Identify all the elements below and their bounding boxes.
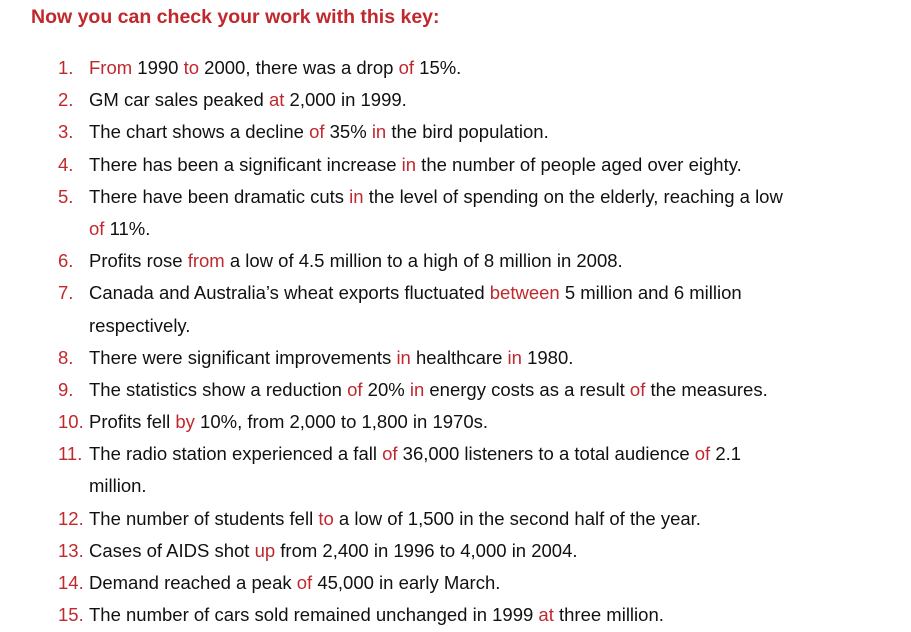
- item-line: [89, 310, 742, 342]
- item-number: 2.: [58, 89, 74, 111]
- answer-item-9: [0, 374, 911, 406]
- item-text: [89, 438, 741, 502]
- sentence-fragment: Profits fell: [89, 411, 176, 433]
- sentence-fragment: The radio station experienced a fall: [89, 443, 383, 465]
- item-text: [89, 116, 549, 148]
- item-number: 5.: [58, 185, 74, 207]
- item-number: 8.: [58, 346, 74, 368]
- item-text: [89, 503, 701, 535]
- item-number: 13.: [58, 539, 84, 561]
- page-heading: Now you can check your work with this key:: [31, 6, 440, 28]
- answer-word: from: [187, 250, 225, 272]
- sentence-fragment: GM car sales peaked: [89, 89, 269, 111]
- sentence-fragment: energy costs as a result: [424, 378, 630, 400]
- sentence-fragment: the number of people aged over eighty.: [416, 153, 742, 175]
- item-number: 4.: [58, 153, 74, 175]
- item-text: [89, 149, 742, 181]
- sentence-fragment: The number of cars sold remained unchanged in 1999: [89, 604, 539, 626]
- item-number: 6.: [58, 250, 74, 272]
- answer-word: at: [268, 89, 285, 111]
- sentence-fragment: 36,000 listeners to a total audience: [397, 443, 695, 465]
- sentence-fragment: 2.1: [710, 443, 742, 465]
- sentence-fragment: the level of spending on the elderly, reaching a low: [363, 185, 783, 207]
- item-line: [89, 567, 500, 599]
- sentence-fragment: 10%, from 2,000 to 1,800 in 1970s.: [194, 411, 489, 433]
- item-line: [89, 503, 701, 535]
- answer-item-12: [0, 503, 911, 535]
- item-line: [89, 116, 549, 148]
- answer-item-15: [0, 599, 911, 631]
- answer-word: in: [396, 346, 411, 368]
- sentence-fragment: 11%.: [104, 217, 151, 239]
- answer-word: in: [371, 121, 387, 143]
- answer-word: of: [309, 121, 325, 143]
- item-number: 15.: [58, 604, 84, 626]
- answer-item-1: [0, 52, 911, 84]
- item-line: [89, 374, 768, 406]
- answer-item-13: [0, 535, 911, 567]
- answer-word: to: [318, 507, 334, 529]
- sentence-fragment: 2000, there was a drop: [199, 57, 399, 78]
- answer-word: in: [401, 153, 417, 175]
- item-line: [89, 149, 742, 181]
- item-number: 1.: [58, 57, 74, 78]
- sentence-fragment: 45,000 in early March.: [312, 572, 501, 594]
- sentence-fragment: 20%: [362, 378, 410, 400]
- answer-item-4: [0, 149, 911, 181]
- item-text: [89, 277, 742, 341]
- item-number: 7.: [58, 282, 74, 304]
- item-line: [89, 245, 623, 277]
- sentence-fragment: The number of students fell: [89, 507, 319, 529]
- sentence-fragment: There has been a significant increase: [89, 153, 402, 175]
- sentence-fragment: from 2,400 in 1996 to 4,000 in 2004.: [275, 539, 578, 561]
- item-number: 3.: [58, 121, 74, 143]
- item-line: [89, 438, 741, 470]
- sentence-fragment: There were significant improvements: [89, 346, 397, 368]
- item-line: [89, 52, 461, 84]
- answer-word: in: [349, 185, 364, 207]
- answer-item-7: [0, 277, 911, 341]
- item-text: [89, 84, 407, 116]
- sentence-fragment: The statistics show a reduction: [89, 378, 348, 400]
- answer-word: in: [409, 378, 425, 400]
- answer-word: of: [629, 378, 646, 400]
- answer-word: of: [89, 217, 105, 239]
- answer-word: to: [183, 57, 200, 78]
- item-line: [89, 181, 783, 213]
- item-text: [89, 245, 623, 277]
- answer-word: by: [175, 411, 195, 433]
- answer-key-list: [0, 52, 911, 631]
- sentence-fragment: healthcare: [410, 346, 508, 368]
- item-line: [89, 213, 783, 245]
- item-text: [89, 535, 578, 567]
- item-number: 14.: [58, 572, 84, 594]
- answer-word: in: [507, 346, 522, 368]
- answer-item-8: [0, 342, 911, 374]
- sentence-fragment: three million.: [553, 604, 664, 626]
- answer-word: at: [538, 604, 554, 626]
- item-text: [89, 567, 500, 599]
- answer-item-11: [0, 438, 911, 502]
- answer-word: between: [489, 282, 560, 304]
- item-line: [89, 277, 742, 309]
- sentence-fragment: 2,000 in 1999.: [284, 89, 407, 111]
- sentence-fragment: Profits rose: [89, 250, 188, 272]
- item-text: [89, 374, 768, 406]
- sentence-fragment: Demand reached a peak: [89, 572, 297, 594]
- sentence-fragment: the measures.: [645, 378, 768, 400]
- item-line: [89, 84, 407, 116]
- answer-item-3: [0, 116, 911, 148]
- answer-item-5: [0, 181, 911, 245]
- sentence-fragment: There have been dramatic cuts: [89, 185, 350, 207]
- item-number: 12.: [58, 507, 84, 529]
- item-number: 11.: [58, 443, 83, 465]
- answer-item-2: [0, 84, 911, 116]
- answer-word: of: [382, 443, 398, 465]
- sentence-fragment: respectively.: [89, 314, 191, 336]
- answer-word: of: [694, 443, 711, 465]
- answer-item-10: [0, 406, 911, 438]
- item-line: [89, 342, 573, 374]
- sentence-fragment: Cases of AIDS shot: [89, 539, 255, 561]
- item-text: [89, 599, 664, 631]
- sentence-fragment: million.: [89, 475, 147, 497]
- answer-word: of: [296, 572, 313, 594]
- item-line: [89, 535, 578, 567]
- item-line: [89, 599, 664, 631]
- sentence-fragment: 35%: [324, 121, 372, 143]
- item-number: 9.: [58, 378, 74, 400]
- sentence-fragment: 1990: [132, 57, 184, 78]
- answer-item-6: [0, 245, 911, 277]
- sentence-fragment: a low of 4.5 million to a high of 8 million in 2008.: [224, 250, 623, 272]
- sentence-fragment: 15%.: [414, 57, 462, 78]
- item-text: [89, 52, 461, 84]
- item-text: [89, 406, 488, 438]
- sentence-fragment: 1980.: [521, 346, 574, 368]
- answer-word: up: [254, 539, 276, 561]
- sentence-fragment: Canada and Australia’s wheat exports fluctuated: [89, 282, 490, 304]
- item-number: 10.: [58, 411, 84, 433]
- answer-item-14: [0, 567, 911, 599]
- answer-word: From: [89, 57, 133, 78]
- item-line: [89, 406, 488, 438]
- answer-word: of: [398, 57, 415, 78]
- sentence-fragment: a low of 1,500 in the second half of the year.: [333, 507, 701, 529]
- sentence-fragment: 5 million and 6 million: [559, 282, 742, 304]
- item-text: [89, 342, 573, 374]
- sentence-fragment: the bird population.: [386, 121, 549, 143]
- sentence-fragment: The chart shows a decline: [89, 121, 310, 143]
- item-line: [89, 470, 741, 502]
- answer-word: of: [347, 378, 363, 400]
- item-text: [89, 181, 783, 245]
